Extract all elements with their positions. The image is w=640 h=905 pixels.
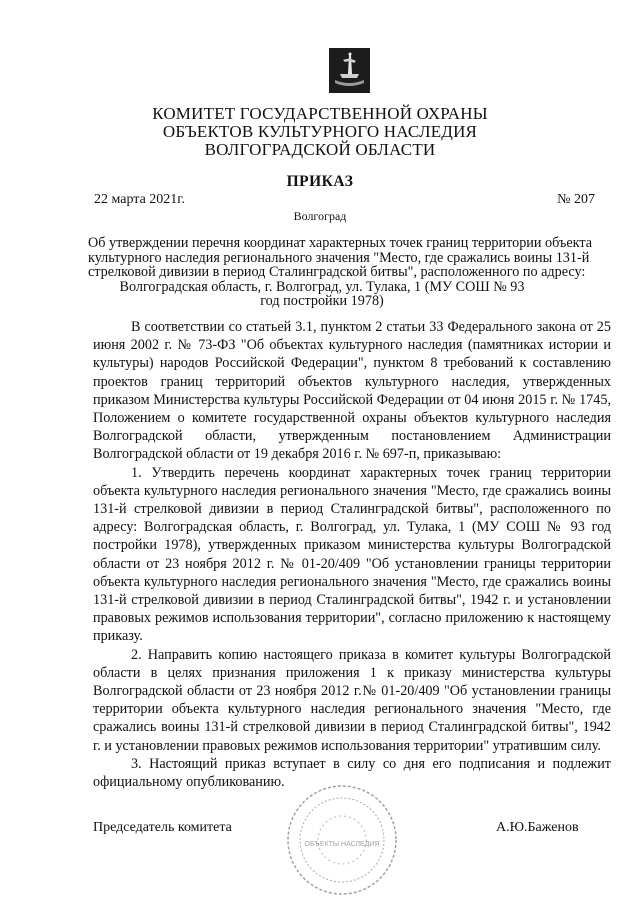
order-title bbox=[88, 235, 593, 310]
clause-3-paragraph: 3. Настоящий приказ вступает в силу со дня его подписания и подлежит официальному опубликованию. bbox=[93, 755, 611, 791]
order-date: 22 марта 2021г. bbox=[94, 192, 185, 207]
order-number: № 207 bbox=[557, 192, 595, 207]
clause-1-paragraph: 1. Утвердить перечень координат характерных точек границ территории объекта культурного наследия регионального значения "Место, где сражались воины 131-й стрелковой дивизии в период Сталинградской битвы", расположенного по адресу: Волгоградская область, г. Волгоград, ул. Тулака, 1 (МУ СОШ № 93 год постройки 1978), утвержденных приказом министерства культуры Волгоградской области от 23 ноября 2012 г. № 01-20/409 "Об установлении границы территории объекта культурного наследия регионального значения "Место, где сражались воины 131-й стрелковой дивизии в период Сталинградской битвы", 1942 г. и установлении правовых режимов использования территории", согласно приложению к настоящему приказу. bbox=[93, 464, 611, 645]
org-name-line-2: ОБЪЕКТОВ КУЛЬТУРНОГО НАСЛЕДИЯ bbox=[162, 122, 478, 141]
official-seal-icon bbox=[282, 780, 402, 900]
clause-2-paragraph: 2. Направить копию настоящего приказа в комитет культуры Волгоградской области в целях признания приложения 1 к приказу министерства культуры Волгоградской области от 23 ноября 2012 г.№ 01-20/409 "Об установлении границы территории объекта культурного наследия регионального значения "Место, где сражались воины 131-й стрелковой дивизии в период Сталинградской битвы", 1942 г. и установлении правовых режимов использования территории" утратившим силу. bbox=[93, 646, 611, 754]
title-line: стрелковой дивизии в период Сталинградской битвы", расположенного по адресу: bbox=[88, 264, 586, 281]
org-name-line-3: ВОЛГОГРАДСКОЙ ОБЛАСТИ bbox=[204, 140, 436, 159]
coat-of-arms-icon bbox=[329, 48, 370, 93]
emblem-graphic bbox=[329, 48, 370, 93]
title-line: Об утверждении перечня координат характерных точек границ территории объекта bbox=[88, 235, 593, 251]
document-type: ПРИКАЗ bbox=[286, 173, 354, 190]
preamble-paragraph: В соответствии со статьей 3.1, пунктом 2 статьи 33 Федерального закона от 25 июня 2002 г. № 73-ФЗ "Об объектах культурного наследия (памятниках истории и культуры) народов Российской Федерации", пунктом 8 требований к составлению проектов границ территорий объектов культурного наследия, утвержденных приказом Министерства культуры Российской Федерации от 04 июня 2015 г. № 1745, Положением о комитете государственной охраны объектов культурного наследия Волгоградской области, утвержденным постановлением Администрации Волгоградской области от 19 декабря 2016 г. № 697-п, приказываю: bbox=[93, 319, 611, 463]
org-name-line-1: КОМИТЕТ ГОСУДАРСТВЕННОЙ ОХРАНЫ bbox=[152, 104, 488, 123]
signatory-name: А.Ю.Баженов bbox=[496, 820, 579, 835]
title-line: культурного наследия регионального значения "Место, где сражались воины 131-й bbox=[88, 249, 590, 266]
title-line: Волгоградская область, г. Волгоград, ул. Тулака, 1 (МУ СОШ № 93 bbox=[119, 278, 525, 295]
order-city: Волгоград bbox=[293, 209, 347, 223]
signatory-position: Председатель комитета bbox=[93, 820, 232, 835]
seal-text: ОБЪЕКТЫ НАСЛЕДИЯ bbox=[304, 841, 380, 848]
title-line: год постройки 1978) bbox=[260, 293, 384, 310]
seal-graphic bbox=[282, 780, 402, 900]
order-body bbox=[93, 318, 611, 791]
